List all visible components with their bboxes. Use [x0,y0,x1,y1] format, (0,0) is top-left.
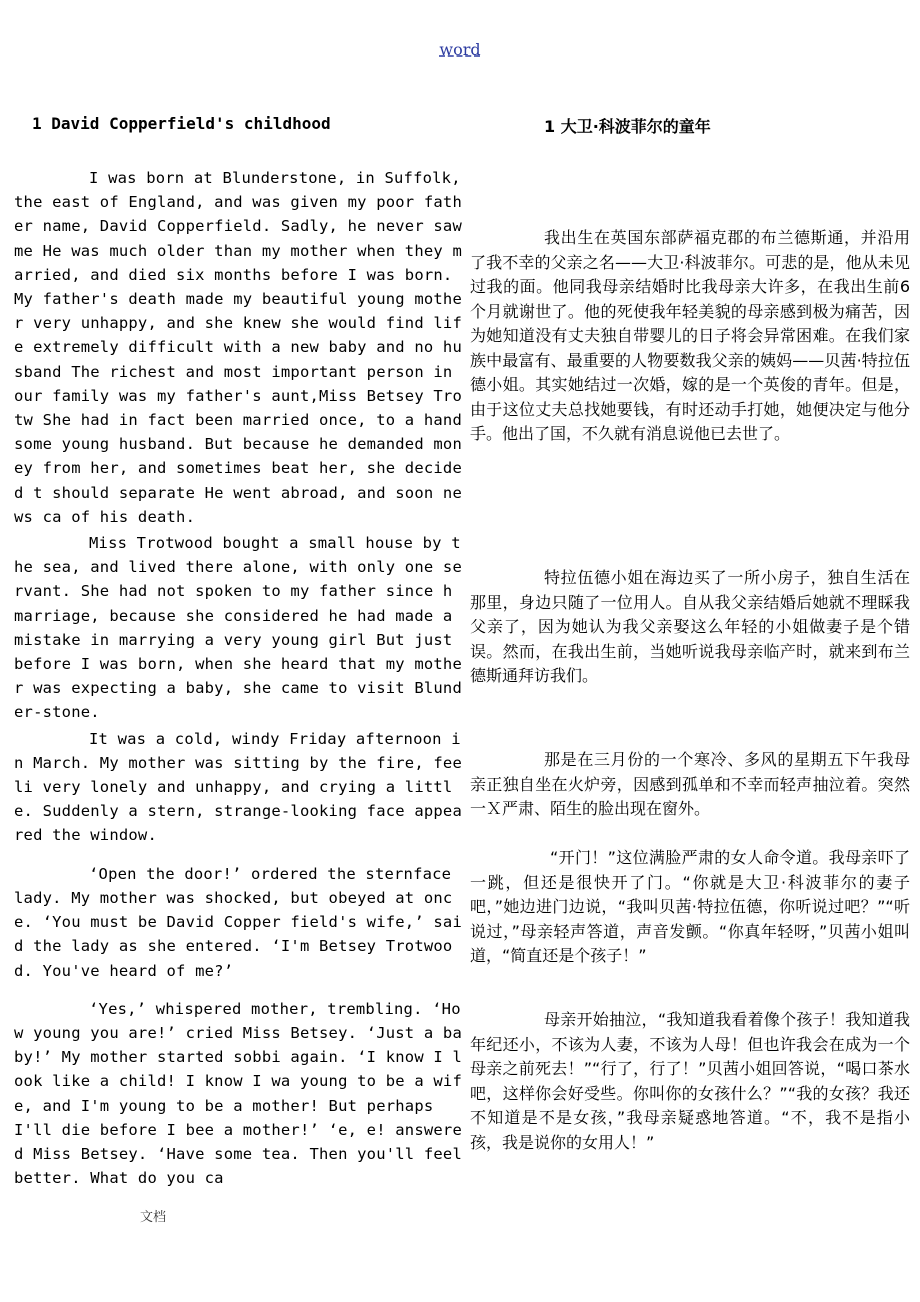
english-paragraph-3: It was a cold, windy Friday afternoon in March. My mother was sitting by the fire, feeli very lonely and unhappy, and crying a little. Suddenly a stern, strange-looking face appeared the window. [14,729,462,845]
english-paragraph-5: ‘Yes,’ whispered mother, trembling. ‘How young you are!’ cried Miss Betsey. ‘Just a baby!’ My mother started sobbi again. ‘I know I look like a child! I know I wa young to be a wife, and I'm young to be a mother! But perhaps I'll die before I bee a mother!’ ‘e, e! answered Miss Betsey. ‘Have some tea. Then you'll feel better. What do you ca [14,999,462,1188]
english-column [14,166,468,1190]
chinese-paragraph-1-text: 我出生在英国东部萨福克郡的布兰德斯通，并沿用了我不幸的父亲之名——大卫·科波菲尔。可悲的是，他从未见过我的面。他同我母亲结婚时比我母亲大许多，在我出生前6个月就谢世了。他的死使我年轻美貌的母亲感到极为痛苦，因为她知道没有丈夫独自带婴儿的日子将会异常困难。在我们家族中最富有、最重要的人物要数我父亲的姨妈——贝茜·特拉伍德小姐。其实她结过一次婚，嫁的是一个英俊的青年。但是，由于这位丈夫总找她要钱，有时还动手打她，她便决定与他分手。他出了国，不久就有消息说他已去世了。 [470,228,910,443]
chinese-paragraph-4 [470,846,910,969]
header-word-link[interactable]: word [439,40,481,59]
chinese-paragraph-1 [470,226,910,447]
chapter-title-english: 1 David Copperfield's childhood [32,114,331,133]
chinese-paragraph-5-text: 母亲开始抽泣，“我知道我看着像个孩子！我知道我年纪还小，不该为人妻，不该为人母！但也许我会在成为一个母亲之前死去！”“行了，行了！”贝茜小姐回答说，“喝口茶水吧，这样你会好受些。你叫你的女孩什么？”“我的女孩？我还不知道是不是女孩，”我母亲疑惑地答道。“不，我不是指小孩，我是说你的女用人！” [470,1010,910,1152]
chinese-paragraph-2 [470,566,910,689]
english-paragraph-1: I was born at Blunderstone, in Suffolk, the east of England, and was given my poor father name, David Copperfield. Sadly, he never saw me He was much older than my mother when they married, and died six months before I was born. My father's death made my beautiful young mother very unhappy, and she knew she would find life extremely difficult with a new baby and no husband The richest and most important person in our family was my father's aunt,Miss Betsey Trotw She had in fact been married once, to a handsome young husband. But because he demanded money from her, and sometimes beat her, she decided t should separate He went abroad, and soon news ca of his death. [14,169,462,526]
chapter-title-chinese: 1 大卫·科波菲尔的童年 [544,117,711,136]
chinese-paragraph-4-text: “开门！”这位满脸严肃的女人命令道。我母亲吓了一跳，但还是很快开了门。“你就是大卫·科波菲尔的妻子吧，”她边进门边说，“我叫贝茜·特拉伍德，你听说过吧？”“听说过，”母亲轻声答道，声音发颤。“你真年轻呀，”贝茜小姐叫道，“简直还是个孩子！” [470,848,910,965]
chinese-paragraph-3 [470,748,910,822]
chinese-paragraph-5 [470,1008,910,1155]
chinese-paragraph-3-text: 那是在三月份的一个寒冷、多风的星期五下午我母亲正独自坐在火炉旁，因感到孤单和不幸而轻声抽泣着。突然一Ｘ严肃、陌生的脸出现在窗外。 [470,750,910,818]
english-paragraph-4: ‘Open the door!’ ordered the sternface lady. My mother was shocked, but obeyed at once. ‘You must be David Copper field's wife,’ said the lady as she entered. ‘I'm Betsey Trotwood. You've heard of me?’ [14,864,462,980]
english-paragraph-2: Miss Trotwood bought a small house by the sea, and lived there alone, with only one servant. She had not spoken to my father since h marriage, because she considered he had made a mistake in marrying a very young girl But just before I was born, when she heard that my mother was expecting a baby, she came to visit Blunder-stone. [14,534,462,722]
footer-label: 文档 [140,1210,167,1225]
chinese-paragraph-2-text: 特拉伍德小姐在海边买了一所小房子，独自生活在那里，身边只随了一位用人。自从我父亲结婚后她就不理睬我父亲了，因为她认为我父亲娶这么年轻的小姐做妻子是个错误。然而，在我出生前，当她听说我母亲临产时，就来到布兰德斯通拜访我们。 [470,568,910,685]
